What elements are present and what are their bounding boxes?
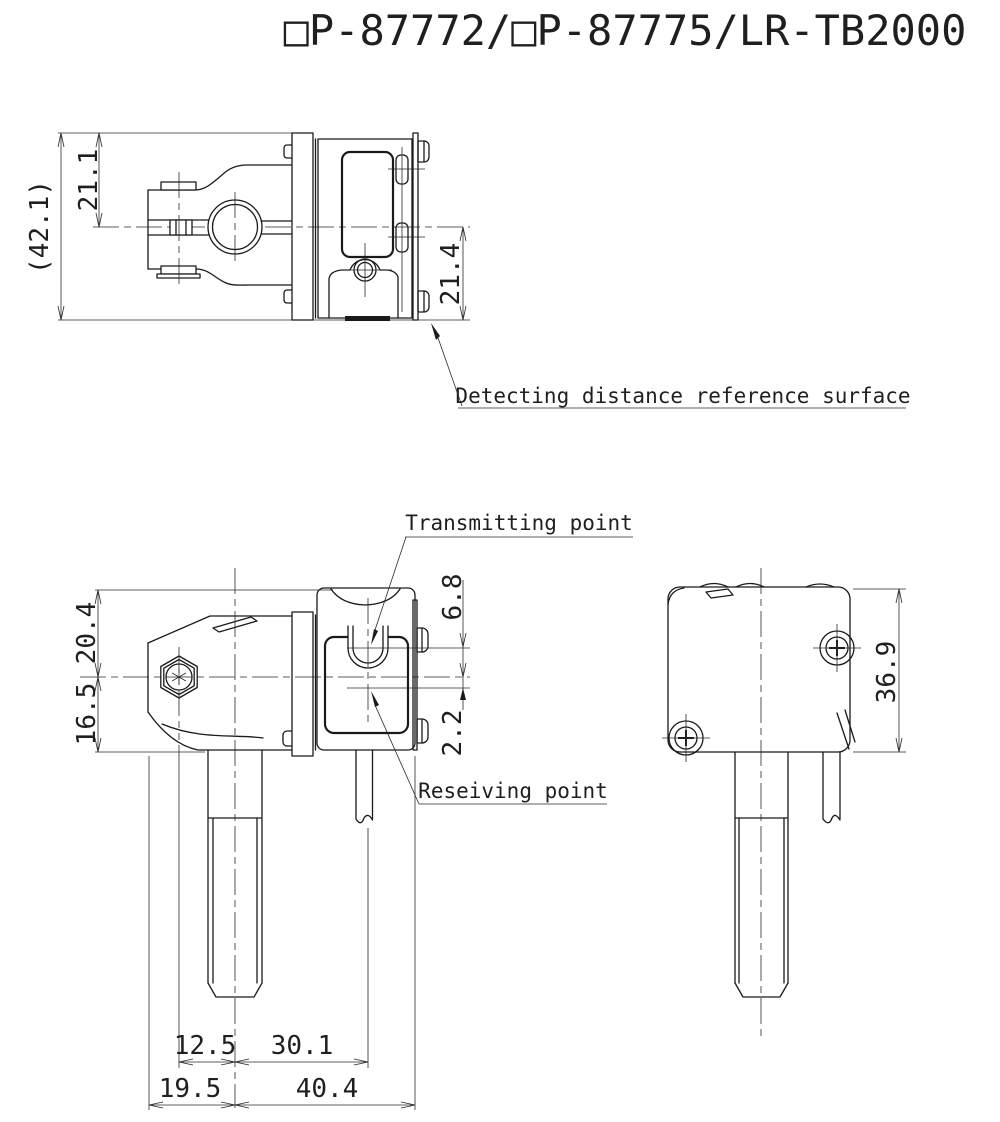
clamp-top-view [148, 165, 292, 288]
dim-total-height [25, 133, 64, 320]
dim-bottom-row-1 [174, 1031, 368, 1065]
dim-upper-height [72, 590, 102, 752]
top-recess [331, 589, 400, 605]
drawing-title: □P-87772/□P-87775/LR-TB2000 [283, 6, 967, 55]
svg-text:6.8: 6.8 [438, 573, 468, 621]
svg-text:(42.1): (42.1) [25, 180, 55, 274]
threaded-rod-side-view [735, 752, 788, 997]
side-screw-top [417, 628, 428, 652]
side-view [662, 568, 906, 1040]
phillips-screw-upper [813, 624, 861, 672]
svg-text:36.9: 36.9 [872, 640, 902, 704]
mounting-plate-front-view [283, 612, 316, 756]
dim-height [853, 589, 906, 752]
svg-text:20.4: 20.4 [72, 601, 102, 665]
front-view [72, 511, 633, 1110]
top-tab [706, 589, 733, 598]
side-screw-bottom [418, 291, 429, 312]
cable-notch [837, 710, 855, 749]
svg-text:Detecting distance reference s: Detecting distance reference surface [455, 384, 911, 408]
dim-lower-height [436, 227, 466, 320]
leader-arrow [371, 691, 379, 707]
svg-text:21.1: 21.1 [74, 148, 104, 212]
bottom-cover [329, 260, 398, 318]
cable-side-view [823, 752, 840, 823]
svg-text:Transmitting point: Transmitting point [405, 511, 633, 535]
svg-text:40.4: 40.4 [295, 1074, 359, 1104]
side-screw-top [418, 141, 429, 162]
phillips-screw-lower [662, 714, 710, 762]
dim-transmit-receive [438, 574, 468, 757]
cable-front-view [356, 750, 373, 823]
callout-transmitting [371, 511, 633, 645]
svg-text:16.5: 16.5 [72, 682, 102, 746]
clamp-bolt-head-bottom [161, 266, 196, 274]
detecting-window [345, 316, 390, 321]
svg-text:21.4: 21.4 [436, 242, 466, 306]
side-screw-bottom [417, 719, 428, 743]
sensor-body-side-view [668, 587, 850, 752]
svg-text:12.5: 12.5 [173, 1031, 237, 1061]
callout-reference-surface [431, 323, 911, 408]
top-view [25, 133, 911, 408]
clamp-bolt-head-top [161, 182, 196, 190]
bracket-front-view [148, 616, 292, 750]
svg-text:30.1: 30.1 [270, 1031, 334, 1061]
lens-window-top-view [342, 152, 393, 257]
svg-text:Reseiving point: Reseiving point [418, 779, 608, 803]
flange-strip [413, 133, 418, 320]
svg-text:19.5: 19.5 [158, 1074, 222, 1104]
leader-arrow [431, 323, 440, 340]
svg-text:2.2: 2.2 [438, 709, 468, 757]
callout-receiving [371, 691, 608, 804]
mounting-plate-top-view [284, 133, 313, 320]
dim-upper-height [74, 133, 104, 227]
dim-bottom-row-2 [149, 1074, 415, 1108]
